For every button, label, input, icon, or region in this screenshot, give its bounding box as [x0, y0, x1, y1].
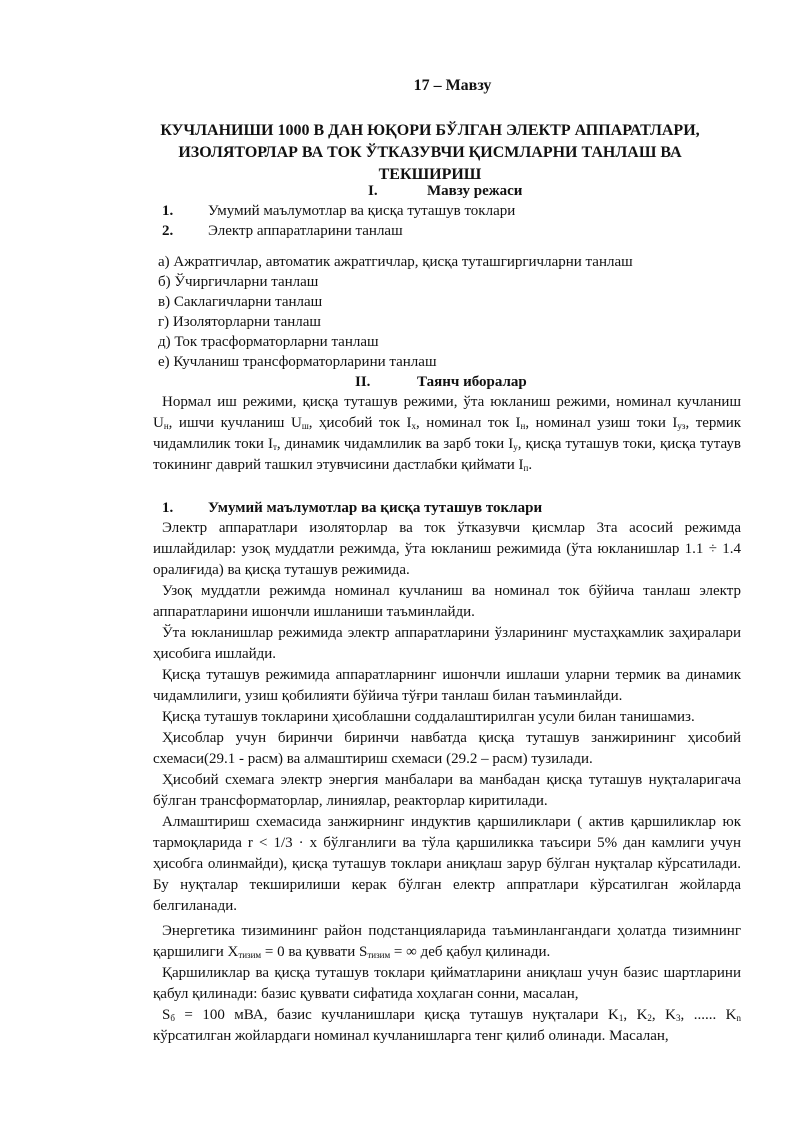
item-text: Электр аппаратларини танлаш [208, 223, 403, 239]
basis-paragraph: Қаршиликлар ва қисқа туташув токлари қийматларини аниқлаш учун базис шартларини қабул қилинади: базис қуввати сифатида хоҳлаган сонни, масалан, [153, 965, 741, 1002]
document-title: КУЧЛАНИШИ 1000 В ДАН ЮҚОРИ БЎЛГАН ЭЛЕКТР АППАРАТЛАРИ, ИЗОЛЯТОРЛАР ВА ТОК ЎТКАЗУВЧИ ҚИСМЛАРНИ ТАНЛАШ ВА ТЕКШИРИШ [160, 122, 700, 183]
sub-list [158, 252, 718, 372]
section-number: 1. [162, 500, 174, 516]
last-paragraph: $S_б = 100$ мВА, базис кучланишлари қисқа туташув нуқталари $K_1$, $K_2$, $K_3$, ...... $K_n$ кўрсатилган жойлардаги номинал кучланишларга тенг қилиб олинади. Масалан, [153, 1007, 741, 1044]
body-paragraph: Ҳисобий схемага электр энергия манбалари ва манбадан қисқа туташув нуқталаригача бўлган трансформаторлар, линиялар, реакторлар киритилади. [153, 772, 741, 809]
sub-item: а) Ажратгичлар, автоматик ажратгичлар, қисқа туташгиргичларни танлаш [158, 254, 633, 270]
keywords-paragraph: Нормал иш режими, қисқа туташув режими, ўта юкланиш режими, номинал кучланиш $U_н$, ишчи кучланиш $U_ш$, ҳисобий ток $I_х$, номинал ток $I_н$, номинал узиш токи $I_{уз}$, термик чидамлилик токи $I_т$, динамик чидамлилик ва зарб токи $I_у$, қисқа туташув токи, қисқа тутаув токининг даврий ташкил этувчисини дастлабки қиймати $I_п$. [153, 394, 742, 473]
sub-item: б) Ўчиргичларни танлаш [158, 274, 319, 290]
body-paragraph: Ҳисоблар учун биринчи биринчи навбатда қисқа туташув занжирининг ҳисобий схемаси(29.1 - расм) ва алмаштириш схемаси (29.2 – расм) тузилади. [153, 730, 741, 767]
sub-item: в) Саклагичларни танлаш [158, 294, 323, 310]
topic-heading: 17 – Мавзу [413, 77, 492, 94]
item-number: 2. [162, 223, 174, 239]
body-paragraph: Қисқа туташув токларини ҳисоблашни соддалаштирилган усули билан танишамиз. [162, 709, 695, 725]
body-paragraph: Қисқа туташув режимида аппаратларнинг ишончли ишлаши уларни термик ва динамик чидамлилиги, узиш қобилияти бўйича тўғри танлаш билан таъминлайди. [153, 667, 741, 704]
section-title: Умумий маълумотлар ва қисқа туташув токлари [208, 500, 543, 516]
body-paragraph: Узоқ муддатли режимда номинал кучланиш ва номинал ток бўйича танлаш электр аппаратларини ишончли ишланиши таъминлайди. [153, 583, 741, 620]
sub-item: д) Ток трасформаторларни танлаш [158, 334, 379, 350]
item-text: Умумий маълумотлар ва қисқа туташув токлари [208, 203, 516, 219]
section-number: I. [368, 183, 378, 199]
body-paragraph: Алмаштириш схемасида занжирнинг индуктив қаршиликлари ( актив қаршиликлар юк тармоқларида r < 1/3 · x бўлганлиги ва тўла қаршиликка таъсири 5% дан камлиги учун ҳисобга олинмайди), қисқа туташув токлари аниқлаш зарур бўлган нуқталар кўрсатилади. Бу нуқталар текширилиши керак бўлган електр аппратлари кўрсатилган жойларда белгиланади. [153, 814, 741, 914]
item-number: 1. [162, 203, 174, 219]
body-paragraph: Ўта юкланишлар режимида электр аппаратларини ўзларининг мустаҳкамлик заҳиралари ҳисобига ишлайди. [153, 625, 741, 662]
body-paragraph: Электр аппаратлари изоляторлар ва ток ўтказувчи қисмлар 3та асосий режимда ишлайдилар: узоқ муддатли режимда, ўта юкланиш режимида (ўта юкланишлар 1.1 ÷ 1.4 оралиғида) ва қисқа туташув режимида. [153, 520, 741, 578]
section-number: II. [355, 374, 371, 390]
section-title: Мавзу режаси [427, 183, 523, 199]
sub-item: г) Изоляторларни танлаш [158, 314, 321, 330]
section-title: Таянч иборалар [417, 374, 527, 390]
system-paragraph: Энергетика тизимининг район подстанцияларида таъминлангандаги ҳолатда тизимнинг қаршилиги $X_{тизим} = 0$ ва қуввати $S_{тизим}$ = ∞ деб қабул қилинади. [153, 923, 741, 960]
sub-item: е) Кучланиш трансформаторларини танлаш [158, 354, 437, 370]
